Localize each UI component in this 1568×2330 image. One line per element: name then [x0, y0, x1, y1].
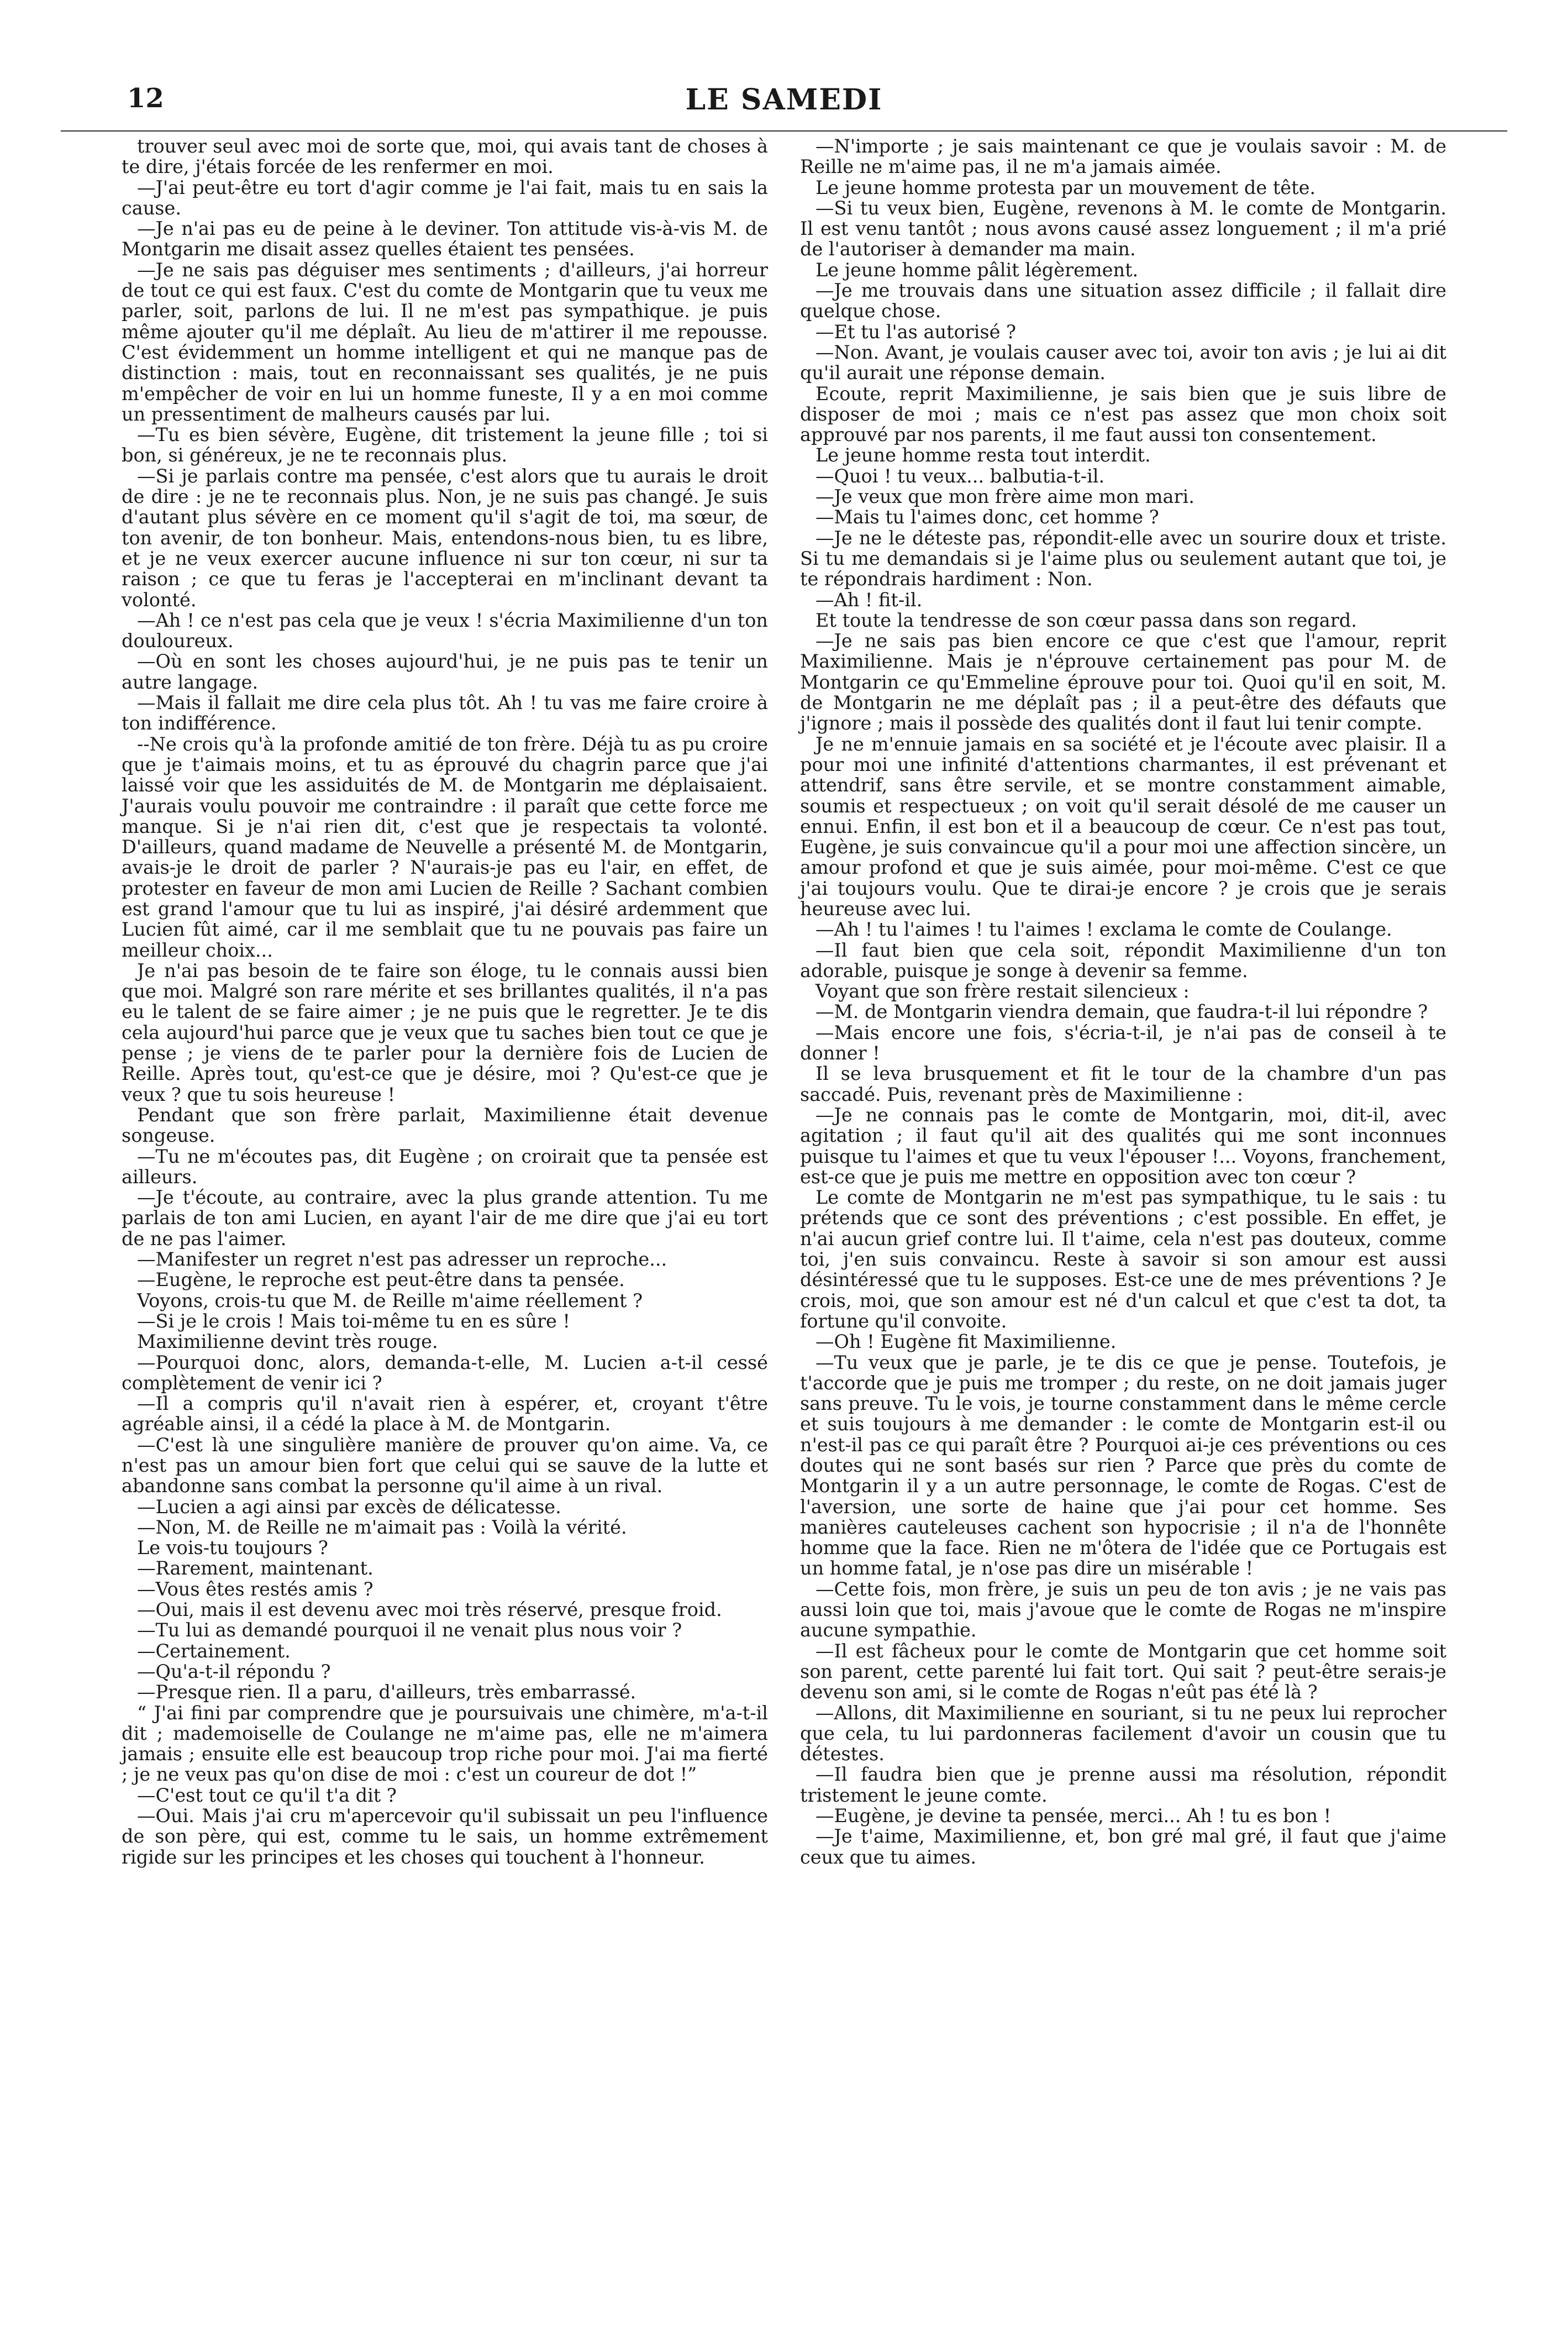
paragraph: —Je ne sais pas bien encore ce que c'est que l'amour, reprit Maximilienne. Mais je n'éprouve certainement pas pour M. de Montgarin ce qu'Emmeline éprouve pour toi. Quoi qu'il en soit, M. de Montgarin ne me déplaît pas ; il a peut-être des défauts que j'ignore ; mais il possède des qualités dont il faut lui tenir compte. — [800, 630, 1446, 734]
paragraph: —Je ne connais pas le comte de Montgarin, moi, dit-il, avec agitation ; il faut qu'il ait des qualités qui me sont inconnues puisque tu l'aimes et que tu veux l'épouser !... Voyons, franchement, est-ce que je puis me mettre en opposition avec ton cœur ? — [800, 1104, 1446, 1188]
paragraph: —C'est là une singulière manière de prouver qu'on aime. Va, ce n'est pas un amour bien fort que celui qui se sauve de la lutte et abandonne sans combat la personne qu'il aime à un rival. — [122, 1434, 768, 1497]
paragraph: —Je me trouvais dans une situation assez difficile ; il fallait dire quelque chose. — [800, 280, 1446, 322]
paragraph: —Certainement. — [137, 1640, 291, 1662]
paragraph: Pendant que son frère parlait, Maximilienne était devenue songeuse. — [122, 1104, 768, 1147]
paragraph: Le vois-tu toujours ? — [137, 1537, 328, 1559]
paragraph: trouver seul avec moi de sorte que, moi, qui avais tant de choses à te dire, j'étais forcée de les renfermer en moi. — [122, 135, 768, 178]
paragraph: Ecoute, reprit Maximilienne, je sais bien que je suis libre de disposer de moi ; mais ce n'est pas assez que mon choix soit approuvé par nos parents, il me faut aussi ton consentement. — [800, 382, 1446, 446]
paragraph: —Vous êtes restés amis ? — [137, 1578, 373, 1600]
paragraph: Maximilienne devint très rouge. — [137, 1331, 438, 1353]
paragraph: —Je ne le déteste pas, répondit-elle avec un sourire doux et triste. Si tu me demandais si je l'aime plus ou seulement autant que toi, je te répondrais hardiment : Non. — [800, 527, 1446, 590]
article-columns — [122, 136, 1446, 1867]
paragraph: —Oui. Mais j'ai cru m'apercevoir qu'il subissait un peu l'influence de son père, qui est, comme tu le sais, un homme extrêmement rigide sur les principes et les choses qui touchent à l'honneur. — [122, 1805, 768, 1868]
paragraph: —Quoi ! tu veux... balbutia-t-il. — [815, 465, 1105, 487]
paragraph: —Manifester un regret n'est pas adresser un reproche... — [137, 1248, 667, 1271]
paragraph: —Je ne sais pas déguiser mes sentiments ; d'ailleurs, j'ai horreur de tout ce qui est faux. C'est du comte de Montgarin que tu veux me parler, soit, parlons de lui. Il ne m'est pas sympathique. je puis même ajouter qu'il me déplaît. Au lieu de m'attirer il me repousse. C'est évidemment un homme intelligent et qui ne manque pas de distinction : mais, tout en reconnaissant ses qualités, je ne puis m'empêcher de voir en lui un homme funeste, Il y a en moi comme un pressentiment de malheurs causés par lui. — [122, 259, 768, 425]
paragraph: —Il a compris qu'il n'avait rien à espérer, et, croyant t'être agréable ainsi, il a cédé la place à M. de Montgarin. — [122, 1393, 768, 1435]
paragraph: —Tu es bien sévère, Eugène, dit tristement la jeune fille ; toi si bon, si généreux, je ne te reconnais plus. — [122, 424, 768, 466]
paragraph: Je n'ai pas besoin de te faire son éloge, tu le connais aussi bien que moi. Malgré son rare mérite et ses brillantes qualités, il n'a pas eu le talent de se faire aimer ; je ne puis que le regretter. Je te dis cela aujourd'hui parce que je veux que tu saches bien tout ce que je pense ; je viens de te parler pour la dernière fois de Lucien de Reille. Après tout, qu'est-ce que je désire, moi ? Qu'est-ce que je veux ? que tu sois heureuse ! — [122, 959, 768, 1105]
paragraph: —Mais il fallait me dire cela plus tôt. Ah ! tu vas me faire croire à ton indifférence. — [122, 692, 768, 734]
paragraph: —Je veux que mon frère aime mon mari. — [815, 486, 1195, 508]
paragraph: —Non, M. de Reille ne m'aimait pas : Voilà la vérité. — [137, 1516, 627, 1538]
paragraph: Voyons, crois-tu que M. de Reille m'aime réellement ? — [137, 1289, 643, 1311]
paragraph: --Ne crois qu'à la profonde amitié de ton frère. Déjà tu as pu croire que je t'aimais moins, et tu as éprouvé du chagrin parce que j'ai laissé voir que les assiduités de M. de Montgarin me déplaisaient. J'aurais voulu pouvoir me contraindre : il paraît que cette force me manque. Si je n'ai rien dit, c'est que je respectais ta volonté. D'ailleurs, quand madame de Neuvelle a présenté M. de Montgarin, avais-je le droit de parler ? N'aurais-je pas eu l'air, en effet, de protester en faveur de mon ami Lucien de Reille ? Sachant combien est grand l'amour que tu lui as inspiré, j'ai désiré ardemment que Lucien fût aimé, car il me semblait que tu ne pouvais pas faire un meilleur choix... — [122, 733, 768, 961]
paragraph: —Il faut bien que cela soit, répondit Maximilienne d'un ton adorable, puisque je songe à devenir sa femme. — [800, 939, 1446, 982]
paragraph: —Je t'aime, Maximilienne, et, bon gré mal gré, il faut que j'aime ceux que tu aimes. — [800, 1825, 1446, 1868]
paragraph: —Je t'écoute, au contraire, avec la plus grande attention. Tu me parlais de ton ami Lucien, en ayant l'air de me dire que j'ai eu tort de ne pas l'aimer. — [122, 1187, 768, 1250]
paragraph: —Où en sont les choses aujourd'hui, je ne puis pas te tenir un autre langage. — [122, 650, 768, 693]
paragraph: Il se leva brusquement et fit le tour de la chambre d'un pas saccadé. Puis, revenant près de Maximilienne : — [800, 1063, 1446, 1105]
paragraph: —Presque rien. Il a paru, d'ailleurs, très embarrassé. — [137, 1681, 636, 1703]
paragraph: —Si je le crois ! Mais toi-même tu en es sûre ! — [137, 1310, 570, 1332]
paragraph: —Je n'ai pas eu de peine à le deviner. Ton attitude vis-à-vis M. de Montgarin me disait assez quelles étaient tes pensées. — [122, 218, 768, 260]
paragraph: —M. de Montgarin viendra demain, que faudra-t-il lui répondre ? — [815, 1001, 1428, 1023]
paragraph: —Ah ! ce n'est pas cela que je veux ! s'écria Maximilienne d'un ton douloureux. — [122, 609, 768, 652]
paragraph: —Si tu veux bien, Eugène, revenons à M. le comte de Montgarin. Il est venu tantôt ; nous avons causé assez longuement ; il m'a prié de l'autoriser à demander ma main. — [800, 197, 1446, 260]
paragraph: —Cette fois, mon frère, je suis un peu de ton avis ; je ne vais pas aussi loin que toi, mais j'avoue que le comte de Rogas ne m'inspire aucune sympathie. — [800, 1578, 1446, 1641]
paragraph: —Tu lui as demandé pourquoi il ne venait plus nous voir ? — [137, 1619, 682, 1641]
paragraph: —Et tu l'as autorisé ? — [815, 321, 1017, 343]
paragraph: —Non. Avant, je voulais causer avec toi, avoir ton avis ; je lui ai dit qu'il aurait une réponse demain. — [800, 341, 1446, 384]
paragraph: Le jeune homme pâlit légèrement. — [815, 259, 1139, 281]
paragraph: —Il est fâcheux pour le comte de Montgarin que cet homme soit son parent, cette parenté lui fait tort. Qui sait ? peut-être serais-je devenu son ami, si le comte de Rogas n'eût pas été là ? — [800, 1640, 1446, 1703]
right-column — [800, 136, 1446, 1867]
paragraph: Et toute la tendresse de son cœur passa dans son regard. — [815, 609, 1357, 631]
paragraph: —Eugène, je devine ta pensée, merci... Ah ! tu es bon ! — [815, 1805, 1332, 1827]
paragraph: —Lucien a agi ainsi par excès de délicatesse. — [137, 1495, 561, 1518]
paragraph: —Oh ! Eugène fit Maximilienne. — [815, 1331, 1117, 1353]
paragraph: —Qu'a-t-il répondu ? — [137, 1660, 331, 1682]
paragraph: —Oui, mais il est devenu avec moi très réservé, presque froid. — [137, 1599, 722, 1621]
paragraph: —Tu ne m'écoutes pas, dit Eugène ; on croirait que ta pensée est ailleurs. — [122, 1145, 768, 1188]
paragraph: Le jeune homme resta tout interdit. — [815, 444, 1151, 466]
paragraph: Le jeune homme protesta par un mouvement de tête. — [815, 176, 1316, 198]
paragraph: “ J'ai fini par comprendre que je poursuivais une chimère, m'a-t-il dit ; mademoiselle de Coulange ne m'aime pas, elle ne m'aimera jamais ; ensuite elle est beaucoup trop riche pour moi. J'ai ma fierté ; je ne veux pas qu'on dise de moi : c'est un coureur de dot !” — [122, 1702, 768, 1786]
left-column — [122, 136, 768, 1867]
paragraph: Je ne m'ennuie jamais en sa société et je l'écoute avec plaisir. Il a pour moi une infinité d'attentions charmantes, il est prévenant et attendrif, sans être servile, et se montre constamment aimable, soumis et respectueux ; on voit qu'il serait désolé de me causer un ennui. Enfin, il est bon et il a beaucoup de cœur. Ce n'est pas tout, Eugène, je suis convaincue qu'il a pour moi une affection sincère, un amour profond et que je suis aimée, pour moi-même. C'est ce que j'ai toujours voulu. Que te dirai-je encore ? je crois que je serais heureuse avec lui. — [800, 733, 1446, 920]
running-title: LE SAMEDI — [685, 83, 883, 117]
paragraph: —Rarement, maintenant. — [137, 1557, 373, 1579]
paragraph: Voyant que son frère restait silencieux : — [815, 980, 1190, 1003]
paragraph: —Allons, dit Maximilienne en souriant, si tu ne peux lui reprocher que cela, tu lui pardonneras facilement d'avoir un cousin que tu détestes. — [800, 1702, 1446, 1765]
paragraph: —Pourquoi donc, alors, demanda-t-elle, M. Lucien a-t-il cessé complètement de venir ici ? — [122, 1351, 768, 1394]
paragraph: —J'ai peut-être eu tort d'agir comme je l'ai fait, mais tu en sais la cause. — [122, 176, 768, 219]
paragraph: —Eugène, le reproche est peut-être dans ta pensée. — [137, 1269, 625, 1291]
paragraph: —Il faudra bien que je prenne aussi ma résolution, répondit tristement le jeune comte. — [800, 1764, 1446, 1806]
paragraph: —Tu veux que je parle, je te dis ce que je pense. Toutefois, je t'accorde que je puis me tromper ; du reste, on ne doit jamais juger sans preuve. Tu le vois, je tourne constamment dans le même cercle et suis toujours à me demander : le comte de Montgarin est-il ou n'est-il pas ce qui paraît être ? Pourquoi ai-je ces préventions ou ces doutes qui ne sont basés sur rien ? Parce que près du comte de Montgarin il y a un autre personnage, le comte de Rogas. C'est de l'aversion, une sorte de haine que j'ai pour cet homme. Ses manières cauteleuses cachent son hypocrisie ; il n'a de l'honnête homme que la face. Rien ne m'ôtera de l'idée que ce Portugais est un homme fatal, je n'ose pas dire un misérable ! — [800, 1351, 1446, 1579]
paragraph: —Mais tu l'aimes donc, cet homme ? — [815, 506, 1159, 528]
paragraph: —Mais encore une fois, s'écria-t-il, je n'ai pas de conseil à te donner ! — [800, 1021, 1446, 1064]
paragraph: —Ah ! tu l'aimes ! tu l'aimes ! exclama le comte de Coulange. — [815, 919, 1392, 941]
paragraph: —Ah ! fit-il. — [815, 589, 923, 611]
page-header — [61, 77, 1507, 132]
page-number: 12 — [127, 83, 164, 114]
paragraph: —N'importe ; je sais maintenant ce que je voulais savoir : M. de Reille ne m'aime pas, il ne m'a jamais aimée. — [800, 135, 1446, 178]
paragraph: Le comte de Montgarin ne m'est pas sympathique, tu le sais : tu prétends que ce sont des préventions ; c'est possible. En effet, je n'ai aucun grief contre lui. Il t'aime, cela n'est pas douteux, comme toi, j'en suis convaincu. Reste à savoir si son amour est aussi désintéressé que tu le supposes. Est-ce une de mes préventions ? Je crois, moi, que son amour est né d'un calcul et que c'est ta dot, ta fortune qu'il convoite. — [800, 1187, 1446, 1332]
paragraph: —C'est tout ce qu'il t'a dit ? — [137, 1784, 397, 1806]
paragraph: —Si je parlais contre ma pensée, c'est alors que tu aurais le droit de dire : je ne te reconnais plus. Non, je ne suis pas changé. Je suis d'autant plus sévère en ce moment qu'il s'agit de toi, ma sœur, de ton avenir, de ton bonheur. Mais, entendons-nous bien, tu es libre, et je ne veux exercer aucune influence ni sur ton cœur, ni sur ta raison ; ce que tu feras je l'accepterai en m'inclinant devant ta volonté. — [122, 465, 768, 611]
